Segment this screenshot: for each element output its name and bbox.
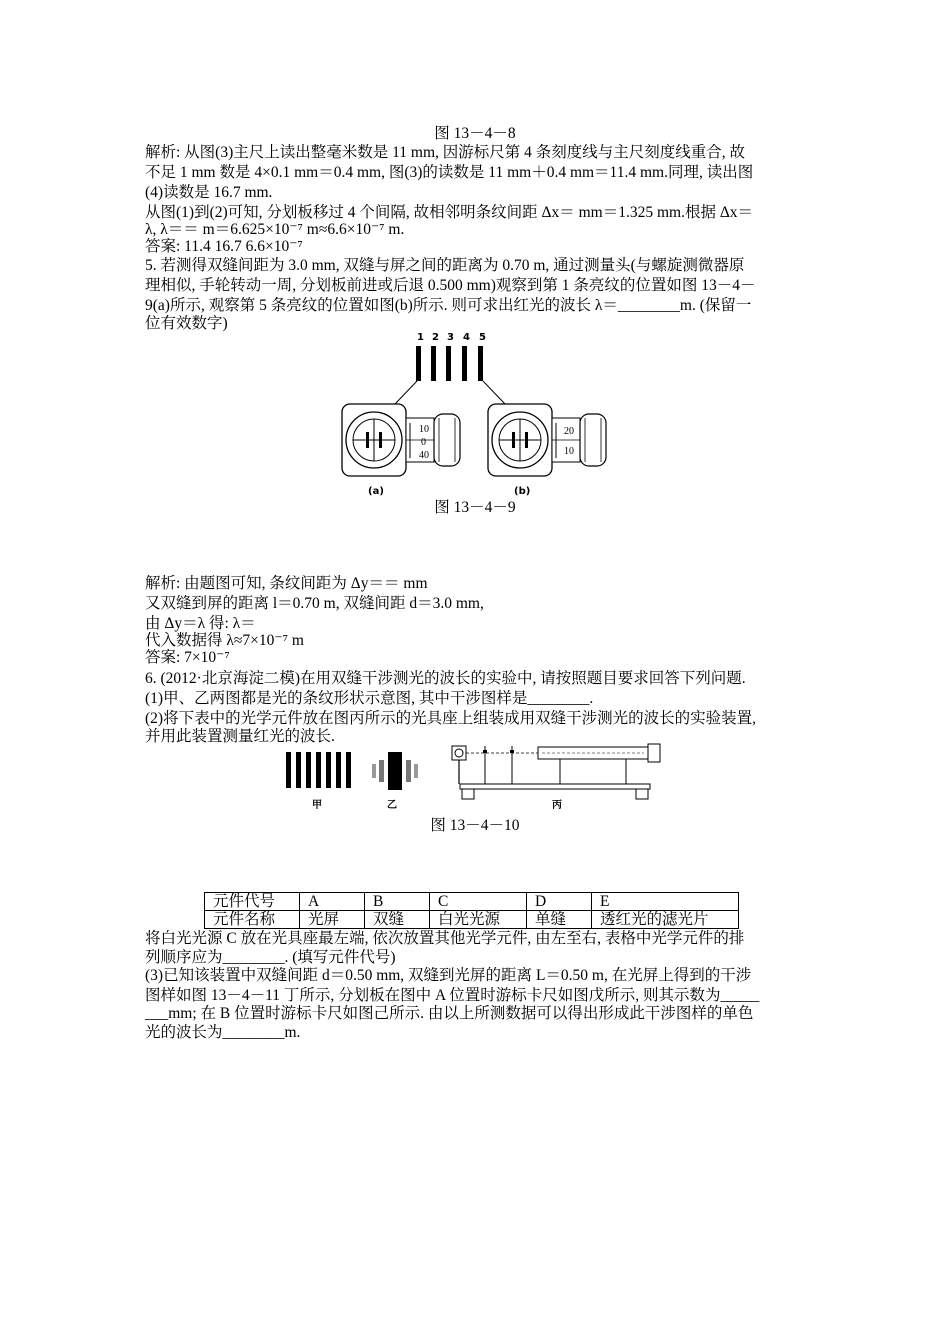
scale-b-top: 20 — [564, 426, 574, 437]
figure-caption-13-4-10: 图 13－4－10 — [430, 817, 520, 834]
fringe-number-4: 4 — [463, 332, 470, 343]
fringe-3 — [446, 346, 451, 381]
question6-line-3: (2)将下表中的光学元件放在图丙所示的光具座上组装成用双缝干涉测光的波长的实验装置, — [145, 710, 756, 727]
question5-line-1: 5. 若测得双缝间距为 3.0 mm, 双缝与屏之间的距离为 0.70 m, 通过测量头(与螺旋测微器原 — [145, 257, 745, 274]
figure-caption-13-4-9: 图 13－4－9 — [434, 499, 516, 516]
question6-rest-line-6: 光的波长为________m. — [145, 1024, 301, 1041]
figure-13-4-9 — [300, 328, 640, 503]
fringe-1 — [416, 346, 421, 381]
question6-rest-line-5: ___mm; 在 B 位置时游标卡尺如图己所示. 由以上所测数据可以得出形成此干涉图样的单色 — [145, 1005, 754, 1022]
analysis1-line-1: 解析: 从图(3)主尺上读出整毫米数是 11 mm, 因游标尺第 4 条刻度线与主尺刻度线重合, 故 — [145, 144, 746, 161]
table-cell: 光屏 — [300, 911, 365, 929]
question6-line-1: 6. (2012·北京海淀二模)在用双缝干涉测光的波长的实验中, 请按照题目要求回答下列问题. — [145, 670, 746, 687]
question6-rest-line-4: 图样如图 13－4－11 丁所示, 分划板在图中 A 位置时游标卡尺如图戊所示, 则其示数为_____ — [145, 987, 760, 1004]
analysis1-answer: 答案: 11.4 16.7 6.6×10⁻⁷ — [145, 238, 303, 255]
table-cell: 透红光的滤光片 — [592, 911, 739, 929]
scale-a-bottom: 40 — [419, 450, 429, 461]
optical-elements-table — [204, 892, 739, 929]
table-cell: B — [365, 893, 430, 911]
question5-line-3: 9(a)所示, 观察第 5 条亮纹的位置如图(b)所示. 则可求出红光的波长 λ＝________m. (保留一 — [145, 297, 752, 314]
table-row-codes — [205, 893, 739, 911]
fringe-number-5: 5 — [479, 332, 486, 343]
pattern-yi-diffraction — [372, 752, 418, 811]
analysis1-line-5: λ, λ＝＝ m＝6.625×10⁻⁷ m≈6.6×10⁻⁷ m. — [145, 221, 405, 238]
question6-rest-line-3: (3)已知该装置中双缝间距 d＝0.50 mm, 双缝到光屏的距离 L＝0.50 m, 在光屏上得到的干涉 — [145, 967, 752, 984]
table-cell: 双缝 — [365, 911, 430, 929]
table-cell: C — [430, 893, 527, 911]
apparatus-bing-optical-bench — [452, 744, 660, 811]
table-cell: 元件名称 — [205, 911, 300, 929]
label-yi: 乙 — [387, 800, 397, 811]
fringe-4 — [462, 346, 467, 381]
fringe-5 — [478, 346, 483, 381]
question6-rest-line-1: 将白光光源 C 放在光具座最左端, 依次放置其他光学元件, 由左至右, 表格中光学元件的排 — [145, 930, 745, 947]
question5-line-4: 位有效数字) — [145, 315, 228, 332]
table-cell: 单缝 — [527, 911, 592, 929]
scale-b-bottom: 10 — [564, 446, 574, 457]
table-cell: A — [300, 893, 365, 911]
fringe-number-1: 1 — [417, 332, 424, 343]
eyepiece-panel-a — [342, 404, 460, 497]
panel-a-label: (a) — [368, 486, 384, 497]
figure-13-4-10 — [280, 740, 700, 815]
table-cell: 白光光源 — [430, 911, 527, 929]
analysis2-answer: 答案: 7×10⁻⁷ — [145, 649, 230, 666]
label-jia: 甲 — [312, 800, 322, 811]
analysis2-line-4: 代入数据得 λ≈7×10⁻⁷ m — [145, 632, 304, 649]
question6-line-4: 并用此装置测量红光的波长. — [145, 728, 335, 745]
figure-caption-13-4-8: 图 13－4－8 — [434, 125, 516, 142]
analysis2-line-3: 由 Δy＝λ 得: λ＝ — [145, 615, 256, 632]
fringe-number-3: 3 — [447, 332, 454, 343]
table-cell: D — [527, 893, 592, 911]
analysis2-line-2: 又双缝到屏的距离 l＝0.70 m, 双缝间距 d＝3.0 mm, — [145, 595, 484, 612]
fringe-number-2: 2 — [432, 332, 439, 343]
scale-a-top: 10 — [419, 424, 429, 435]
eyepiece-panel-b — [488, 404, 606, 497]
table-cell: 元件代号 — [205, 893, 300, 911]
analysis1-line-4: 从图(1)到(2)可知, 分划板移过 4 个间隔, 故相邻明条纹间距 Δx＝ mm＝1.325 mm.根据 Δx＝ — [145, 204, 754, 221]
question5-line-2: 理相似, 手轮转动一周, 分划板前进或后退 0.500 mm)观察到第 1 条亮纹的位置如图 13－4－ — [145, 277, 756, 294]
analysis1-line-3: (4)读数是 16.7 mm. — [145, 184, 273, 201]
label-bing: 丙 — [552, 800, 562, 811]
panel-b-label: (b) — [514, 486, 531, 497]
analysis1-line-2: 不足 1 mm 数是 4×0.1 mm＝0.4 mm, 图(3)的读数是 11 mm＋0.4 mm＝11.4 mm.同理, 读出图 — [145, 164, 754, 181]
table-row-names — [205, 911, 739, 929]
question6-line-2: (1)甲、乙两图都是光的条纹形状示意图, 其中干涉图样是________. — [145, 690, 594, 707]
table-cell: E — [592, 893, 739, 911]
scale-a-mid: 0 — [421, 437, 426, 448]
pattern-jia-interference — [286, 752, 351, 811]
analysis2-line-1: 解析: 由题图可知, 条纹间距为 Δy＝＝ mm — [145, 575, 428, 592]
question6-rest-line-2: 列顺序应为________. (填写元件代号) — [145, 949, 396, 966]
fringe-2 — [431, 346, 436, 381]
